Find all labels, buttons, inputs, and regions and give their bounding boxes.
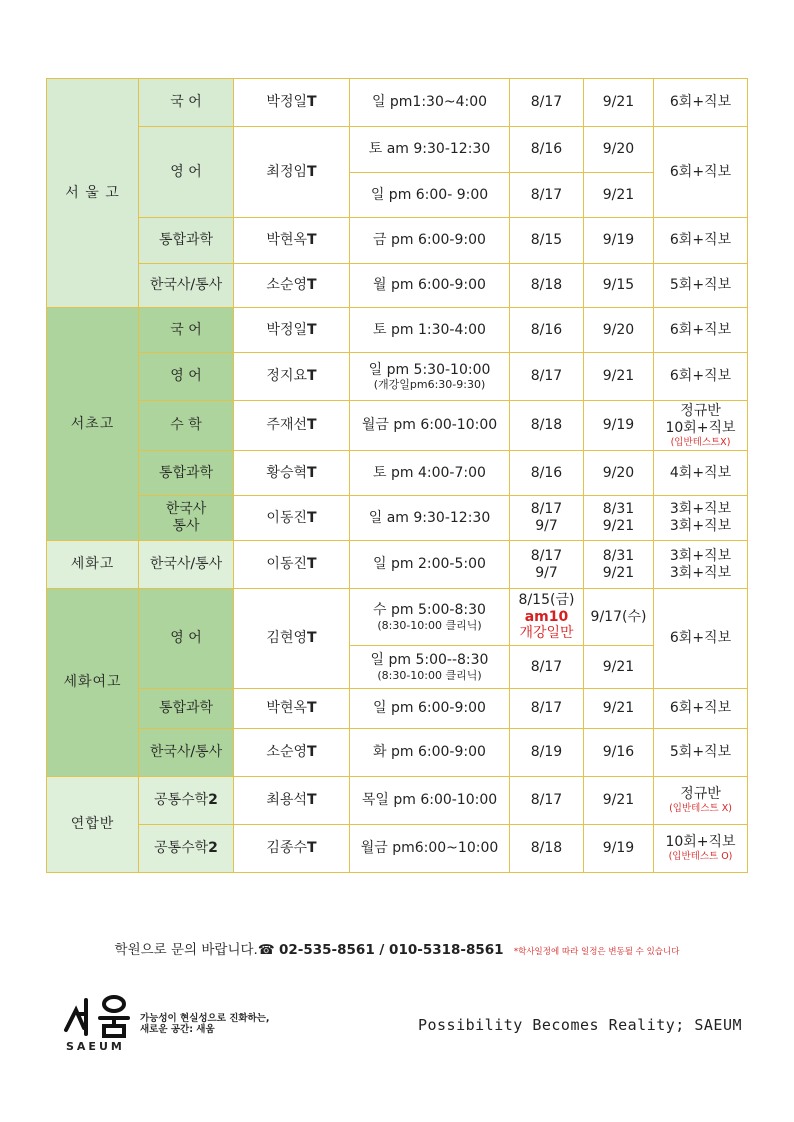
phone-numbers: 02-535-8561 / 010-5318-8561 [278,942,504,958]
start-date-cell: 8/17 9/7 [510,496,584,541]
phone-icon: ☎ [257,942,275,958]
count-note: (입반테스트X) [670,436,731,448]
session-count-cell: 정규반 (입반테스트 X) [654,777,748,825]
start-date-cell: 8/16 [510,451,584,496]
time-cell [350,353,510,401]
teacher-cell: 최용석T [234,777,350,825]
teacher-cell: 박정일T [234,308,350,353]
time-note: (8:30-10:00 클리닉) [377,668,482,682]
teacher-cell: 박정일T [234,79,350,127]
end-date-cell: 9/20 [584,127,654,173]
time-cell: 일 am 9:30-12:30 [350,496,510,541]
time-cell: 화 pm 6:00-9:00 [350,729,510,777]
slogan: 가능성이 현실성으로 진화하는, 새로운 공간: 새움 [140,1013,270,1035]
start-date-cell: 8/17 [510,689,584,729]
table-row [47,353,748,401]
table-row [47,729,748,777]
session-count-cell: 6회+직보 [654,589,748,689]
subject-cell: 국 어 [139,79,234,127]
table-row [47,79,748,127]
end-date-cell: 9/19 [584,401,654,451]
school-name: 세화고 [47,541,139,589]
school-name: 세화여고 [47,589,139,777]
contact-text: 학원으로 문의 바랍니다. [114,942,258,958]
subject-cell: 통합과학 [139,451,234,496]
end-date-cell: 9/19 [584,825,654,873]
start-date-cell: 8/18 [510,264,584,308]
subject-cell: 영 어 [139,589,234,689]
start-date-cell: 8/15(금) am10 개강일만 [510,589,584,646]
table-row [47,127,748,173]
end-date-cell: 9/16 [584,729,654,777]
session-count-cell: 6회+직보 [654,218,748,264]
session-count-cell: 6회+직보 [654,689,748,729]
subject-cell: 한국사 통사 [139,496,234,541]
teacher-cell: 박현옥T [234,689,350,729]
time-cell: 목일 pm 6:00-10:00 [350,777,510,825]
table-row [47,541,748,589]
schedule-table [46,78,748,873]
subject-cell: 통합과학 [139,689,234,729]
end-date-cell: 9/20 [584,308,654,353]
start-date-cell: 8/17 [510,173,584,218]
time-main: 일 pm 5:30-10:00 [368,361,491,378]
end-date-cell: 9/21 [584,353,654,401]
time-note: (개강일pm6:30-9:30) [373,378,486,392]
session-count-cell: 6회+직보 [654,79,748,127]
session-count-cell: 6회+직보 [654,353,748,401]
end-date-cell: 9/15 [584,264,654,308]
subject-cell: 공통수학2 [139,825,234,873]
table-row [47,825,748,873]
time-cell: 월금 pm6:00~10:00 [350,825,510,873]
session-count-cell: 6회+직보 [654,308,748,353]
end-date-cell: 9/21 [584,646,654,689]
start-date-cell: 8/17 [510,777,584,825]
teacher-cell: 이동진T [234,496,350,541]
time-cell: 일 pm1:30~4:00 [350,79,510,127]
time-cell: 일 pm 6:00- 9:00 [350,173,510,218]
end-date-cell: 8/31 9/21 [584,496,654,541]
teacher-cell: 소순영T [234,729,350,777]
session-count-cell: 5회+직보 [654,264,748,308]
time-cell: 수 pm 5:00-8:30 (8:30-10:00 클리닉) [350,589,510,646]
table-row [47,496,748,541]
time-note: (8:30-10:00 클리닉) [377,618,482,632]
subject-cell: 한국사/통사 [139,729,234,777]
teacher-cell: 김현영T [234,589,350,689]
subject-cell: 국 어 [139,308,234,353]
time-cell: 토 pm 1:30-4:00 [350,308,510,353]
table-row [47,451,748,496]
teacher-cell: 최정임T [234,127,350,218]
end-date-cell: 9/21 [584,777,654,825]
subject-cell: 영 어 [139,353,234,401]
start-date-cell: 8/18 [510,825,584,873]
start-date-cell: 8/19 [510,729,584,777]
school-name: 서초고 [47,308,139,541]
time-cell: 일 pm 2:00-5:00 [350,541,510,589]
subject-cell: 통합과학 [139,218,234,264]
subject-cell: 한국사/통사 [139,264,234,308]
session-count-cell: 10회+직보 (입반테스트 O) [654,825,748,873]
table-row [47,308,748,353]
table-row [47,264,748,308]
session-count-cell: 5회+직보 [654,729,748,777]
start-date-cell: 8/18 [510,401,584,451]
time-cell: 일 pm 6:00-9:00 [350,689,510,729]
table-row [47,777,748,825]
end-date-cell: 9/20 [584,451,654,496]
session-count-cell: 3회+직보 3회+직보 [654,541,748,589]
start-date-cell: 8/16 [510,308,584,353]
start-time-highlight: am10 [524,608,569,625]
count-note: (입반테스트 O) [668,851,733,863]
session-count-cell: 3회+직보 3회+직보 [654,496,748,541]
start-date-cell: 8/17 [510,353,584,401]
table-row [47,689,748,729]
subject-cell: 공통수학2 [139,777,234,825]
end-date-cell: 8/31 9/21 [584,541,654,589]
time-cell: 일 pm 5:00--8:30 (8:30-10:00 클리닉) [350,646,510,689]
end-date-cell: 9/21 [584,79,654,127]
teacher-cell: 황승혁T [234,451,350,496]
table-row [47,218,748,264]
teacher-cell: 소순영T [234,264,350,308]
count-note: (입반테스트 X) [669,803,732,815]
session-count-cell: 6회+직보 [654,127,748,218]
time-cell: 월 pm 6:00-9:00 [350,264,510,308]
table-row [47,589,748,646]
time-cell: 금 pm 6:00-9:00 [350,218,510,264]
start-date-cell: 8/17 [510,646,584,689]
teacher-cell: 주재선T [234,401,350,451]
time-cell: 토 am 9:30-12:30 [350,127,510,173]
teacher-cell: 김종수T [234,825,350,873]
time-cell: 월금 pm 6:00-10:00 [350,401,510,451]
end-date-cell: 9/21 [584,689,654,729]
start-date-cell: 8/15 [510,218,584,264]
start-note: 개강일만 [519,625,574,642]
schedule-note: *학사일정에 따라 일정은 변동될 수 있습니다 [513,947,680,957]
time-cell: 토 pm 4:00-7:00 [350,451,510,496]
tagline: Possibility Becomes Reality; SAEUM [417,1016,742,1034]
contact-line [0,938,794,958]
table-row [47,401,748,451]
subject-cell: 영 어 [139,127,234,218]
subject-cell: 한국사/통사 [139,541,234,589]
teacher-cell: 정지요T [234,353,350,401]
start-date-cell: 8/17 9/7 [510,541,584,589]
end-date-cell: 9/19 [584,218,654,264]
start-date-cell: 8/17 [510,79,584,127]
subject-cell: 수 학 [139,401,234,451]
session-count-cell: 4회+직보 [654,451,748,496]
teacher-cell: 박현옥T [234,218,350,264]
end-date-cell: 9/21 [584,173,654,218]
school-name: 서 울 고 [47,79,139,308]
logo-text: SAEUM [66,1040,125,1053]
teacher-cell: 이동진T [234,541,350,589]
school-name: 연합반 [47,777,139,873]
end-date-cell: 9/17(수) [584,589,654,646]
session-count-cell: 정규반 10회+직보 (입반테스트X) [654,401,748,451]
start-date-cell: 8/16 [510,127,584,173]
